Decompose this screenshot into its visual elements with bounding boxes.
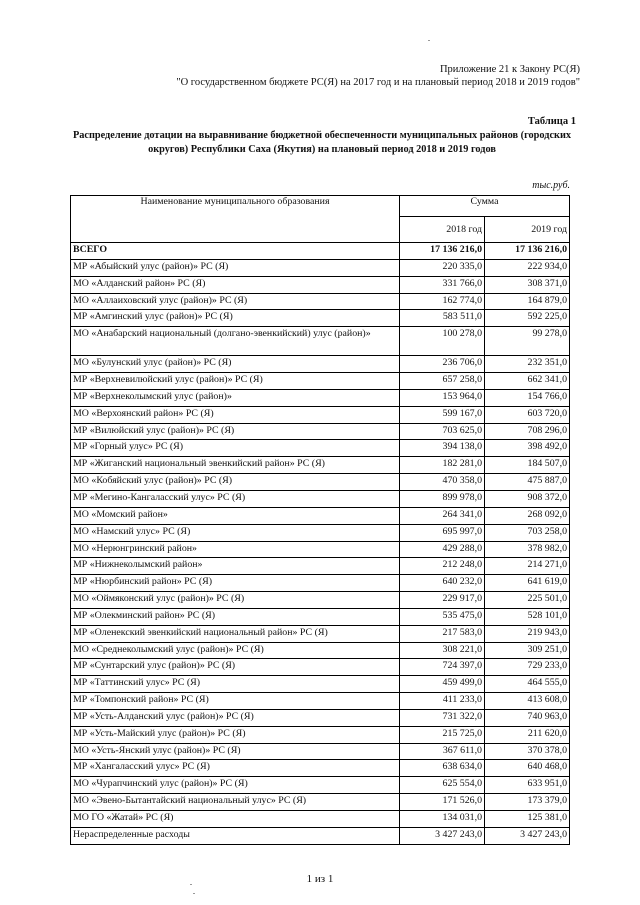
table-row	[71, 389, 570, 406]
table-row	[71, 608, 570, 625]
value-2018: 134 031,0	[400, 811, 485, 828]
table-row	[71, 676, 570, 693]
value-2018: 470 358,0	[400, 474, 485, 491]
table-row	[71, 760, 570, 777]
value-2019: 164 879,0	[485, 293, 570, 310]
municipality-name: МР «Таттинский улус» РС (Я)	[71, 676, 400, 693]
table-row	[71, 726, 570, 743]
municipality-name: МО «Верхоянский район» РС (Я)	[71, 406, 400, 423]
value-2018: 100 278,0	[400, 327, 485, 356]
municipality-name: МР «Верхнеколымский улус (район)»	[71, 389, 400, 406]
value-2018: 3 427 243,0	[400, 827, 485, 844]
municipality-name: МО «Аллаиховский улус (район)» РС (Я)	[71, 293, 400, 310]
municipality-name: МО «Анабарский национальный (долгано-эвенкийский) улус (район)»	[71, 327, 400, 356]
table-row	[71, 524, 570, 541]
value-2019: 528 101,0	[485, 608, 570, 625]
value-2018: 308 221,0	[400, 642, 485, 659]
header-2019: 2019 год	[485, 217, 570, 243]
table-row	[71, 373, 570, 390]
value-2018: 182 281,0	[400, 457, 485, 474]
value-2019: 154 766,0	[485, 389, 570, 406]
header-sum: Сумма	[400, 196, 570, 217]
table-row	[71, 406, 570, 423]
table-row	[71, 659, 570, 676]
value-2019: 370 378,0	[485, 743, 570, 760]
value-2019: 398 492,0	[485, 440, 570, 457]
header-2018: 2018 год	[400, 217, 485, 243]
value-2018: 171 526,0	[400, 794, 485, 811]
value-2018: 331 766,0	[400, 276, 485, 293]
header-name-column: Наименование муниципального образования	[71, 196, 400, 243]
municipality-name: МО «Усть-Янский улус (район)» РС (Я)	[71, 743, 400, 760]
table-row	[71, 356, 570, 373]
value-2019: 225 501,0	[485, 592, 570, 609]
table-row	[71, 490, 570, 507]
municipality-name: МР «Нижнеколымский район»	[71, 558, 400, 575]
table-row	[71, 558, 570, 575]
table-row	[71, 777, 570, 794]
value-2019: 173 379,0	[485, 794, 570, 811]
value-2018: 724 397,0	[400, 659, 485, 676]
value-2018: 162 774,0	[400, 293, 485, 310]
value-2018: 212 248,0	[400, 558, 485, 575]
value-2018: 695 997,0	[400, 524, 485, 541]
value-2019: 475 887,0	[485, 474, 570, 491]
units-label: тыс.руб.	[532, 180, 570, 191]
municipality-name: МР «Олекминский район» РС (Я)	[71, 608, 400, 625]
municipality-name: МО ГО «Жатай» РС (Я)	[71, 811, 400, 828]
page-number: 1 из 1	[306, 873, 334, 885]
value-2018: 217 583,0	[400, 625, 485, 642]
value-2018: 411 233,0	[400, 693, 485, 710]
value-2018: 583 511,0	[400, 310, 485, 327]
municipality-name: МР «Сунтарский улус (район)» РС (Я)	[71, 659, 400, 676]
document-title: Распределение дотации на выравнивание бюджетной обеспеченности муниципальных районов (городских округов) Республики Саха (Якутия) на плановый период 2018 и 2019 годов	[72, 130, 572, 155]
municipality-name: МР «Хангаласский улус» РС (Я)	[71, 760, 400, 777]
value-2019: 740 963,0	[485, 709, 570, 726]
value-2019: 268 092,0	[485, 507, 570, 524]
table-row	[71, 327, 570, 356]
municipality-name: МР «Оленекский эвенкийский национальный район» РС (Я)	[71, 625, 400, 642]
scan-speck	[428, 40, 430, 41]
value-2018: 625 554,0	[400, 777, 485, 794]
municipality-name: МР «Томпонский район» РС (Я)	[71, 693, 400, 710]
table-row	[71, 743, 570, 760]
value-2019: 125 381,0	[485, 811, 570, 828]
annex-reference	[120, 63, 580, 89]
municipality-name: МО «Нерюнгринский район»	[71, 541, 400, 558]
value-2019: 908 372,0	[485, 490, 570, 507]
municipality-name: МО «Алданский район» РС (Я)	[71, 276, 400, 293]
table-row	[71, 693, 570, 710]
subsidy-table	[70, 195, 570, 845]
value-2019: 708 296,0	[485, 423, 570, 440]
table-row	[71, 592, 570, 609]
value-2019: 214 271,0	[485, 558, 570, 575]
table-row	[71, 709, 570, 726]
municipality-name: МО «Эвено-Бытантайский национальный улус» РС (Я)	[71, 794, 400, 811]
scan-speck	[190, 884, 192, 885]
table-row	[71, 507, 570, 524]
scan-speck	[193, 893, 195, 894]
value-2019: 309 251,0	[485, 642, 570, 659]
table-row	[71, 474, 570, 491]
municipality-name: МО «Момский район»	[71, 507, 400, 524]
municipality-name: МО «Чурапчинский улус (район)» РС (Я)	[71, 777, 400, 794]
table-row	[71, 575, 570, 592]
total-label: ВСЕГО	[71, 243, 400, 260]
municipality-name: МР «Горный улус» РС (Я)	[71, 440, 400, 457]
value-2018: 599 167,0	[400, 406, 485, 423]
value-2018: 429 288,0	[400, 541, 485, 558]
value-2018: 638 634,0	[400, 760, 485, 777]
municipality-name: МР «Нюрбинский район» РС (Я)	[71, 575, 400, 592]
value-2018: 535 475,0	[400, 608, 485, 625]
municipality-name: МР «Вилюйский улус (район)» РС (Я)	[71, 423, 400, 440]
value-2019: 464 555,0	[485, 676, 570, 693]
value-2019: 703 258,0	[485, 524, 570, 541]
value-2019: 308 371,0	[485, 276, 570, 293]
value-2019: 211 620,0	[485, 726, 570, 743]
municipality-name: МР «Верхневилюйский улус (район)» РС (Я)	[71, 373, 400, 390]
value-2019: 592 225,0	[485, 310, 570, 327]
table-row	[71, 276, 570, 293]
table-row	[71, 794, 570, 811]
value-2018: 731 322,0	[400, 709, 485, 726]
value-2018: 703 625,0	[400, 423, 485, 440]
table-row	[71, 310, 570, 327]
value-2018: 215 725,0	[400, 726, 485, 743]
municipality-name: МО «Булунский улус (район)» РС (Я)	[71, 356, 400, 373]
table-row	[71, 827, 570, 844]
municipality-name: Нераспределенные расходы	[71, 827, 400, 844]
municipality-name: МО «Среднеколымский улус (район)» РС (Я)	[71, 642, 400, 659]
table-row	[71, 811, 570, 828]
table-row	[71, 423, 570, 440]
total-row	[71, 243, 570, 260]
value-2019: 378 982,0	[485, 541, 570, 558]
value-2019: 603 720,0	[485, 406, 570, 423]
value-2019: 729 233,0	[485, 659, 570, 676]
value-2018: 229 917,0	[400, 592, 485, 609]
municipality-name: МО «Кобяйский улус (район)» РС (Я)	[71, 474, 400, 491]
value-2018: 367 611,0	[400, 743, 485, 760]
table-row	[71, 440, 570, 457]
value-2018: 459 499,0	[400, 676, 485, 693]
table-row	[71, 625, 570, 642]
table-row	[71, 293, 570, 310]
table-label: Таблица 1	[527, 116, 576, 127]
municipality-name: МР «Усть-Алданский улус (район)» РС (Я)	[71, 709, 400, 726]
municipality-name: МР «Абыйский улус (район)» РС (Я)	[71, 259, 400, 276]
value-2019: 184 507,0	[485, 457, 570, 474]
value-2019: 3 427 243,0	[485, 827, 570, 844]
value-2018: 640 232,0	[400, 575, 485, 592]
table-row	[71, 457, 570, 474]
municipality-name: МР «Жиганский национальный эвенкийский район» РС (Я)	[71, 457, 400, 474]
annex-line-1: Приложение 21 к Закону РС(Я)	[439, 64, 580, 75]
municipality-name: МР «Усть-Майский улус (район)» РС (Я)	[71, 726, 400, 743]
value-2019: 662 341,0	[485, 373, 570, 390]
value-2019: 219 943,0	[485, 625, 570, 642]
municipality-name: МО «Оймяконский улус (район)» РС (Я)	[71, 592, 400, 609]
total-2019: 17 136 216,0	[485, 243, 570, 260]
value-2018: 220 335,0	[400, 259, 485, 276]
table-row	[71, 642, 570, 659]
value-2019: 640 468,0	[485, 760, 570, 777]
value-2019: 222 934,0	[485, 259, 570, 276]
value-2019: 633 951,0	[485, 777, 570, 794]
value-2018: 394 138,0	[400, 440, 485, 457]
municipality-name: МР «Амгинский улус (район)» РС (Я)	[71, 310, 400, 327]
value-2018: 899 978,0	[400, 490, 485, 507]
value-2018: 264 341,0	[400, 507, 485, 524]
value-2018: 153 964,0	[400, 389, 485, 406]
value-2019: 413 608,0	[485, 693, 570, 710]
annex-line-2: "О государственном бюджете РС(Я) на 2017 год и на плановый период 2018 и 2019 годов"	[176, 77, 580, 88]
municipality-name: МР «Мегино-Кангаласский улус» РС (Я)	[71, 490, 400, 507]
table-row	[71, 259, 570, 276]
value-2018: 236 706,0	[400, 356, 485, 373]
table-row	[71, 541, 570, 558]
value-2019: 99 278,0	[485, 327, 570, 356]
municipality-name: МО «Намский улус» РС (Я)	[71, 524, 400, 541]
total-2018: 17 136 216,0	[400, 243, 485, 260]
value-2019: 232 351,0	[485, 356, 570, 373]
value-2019: 641 619,0	[485, 575, 570, 592]
value-2018: 657 258,0	[400, 373, 485, 390]
